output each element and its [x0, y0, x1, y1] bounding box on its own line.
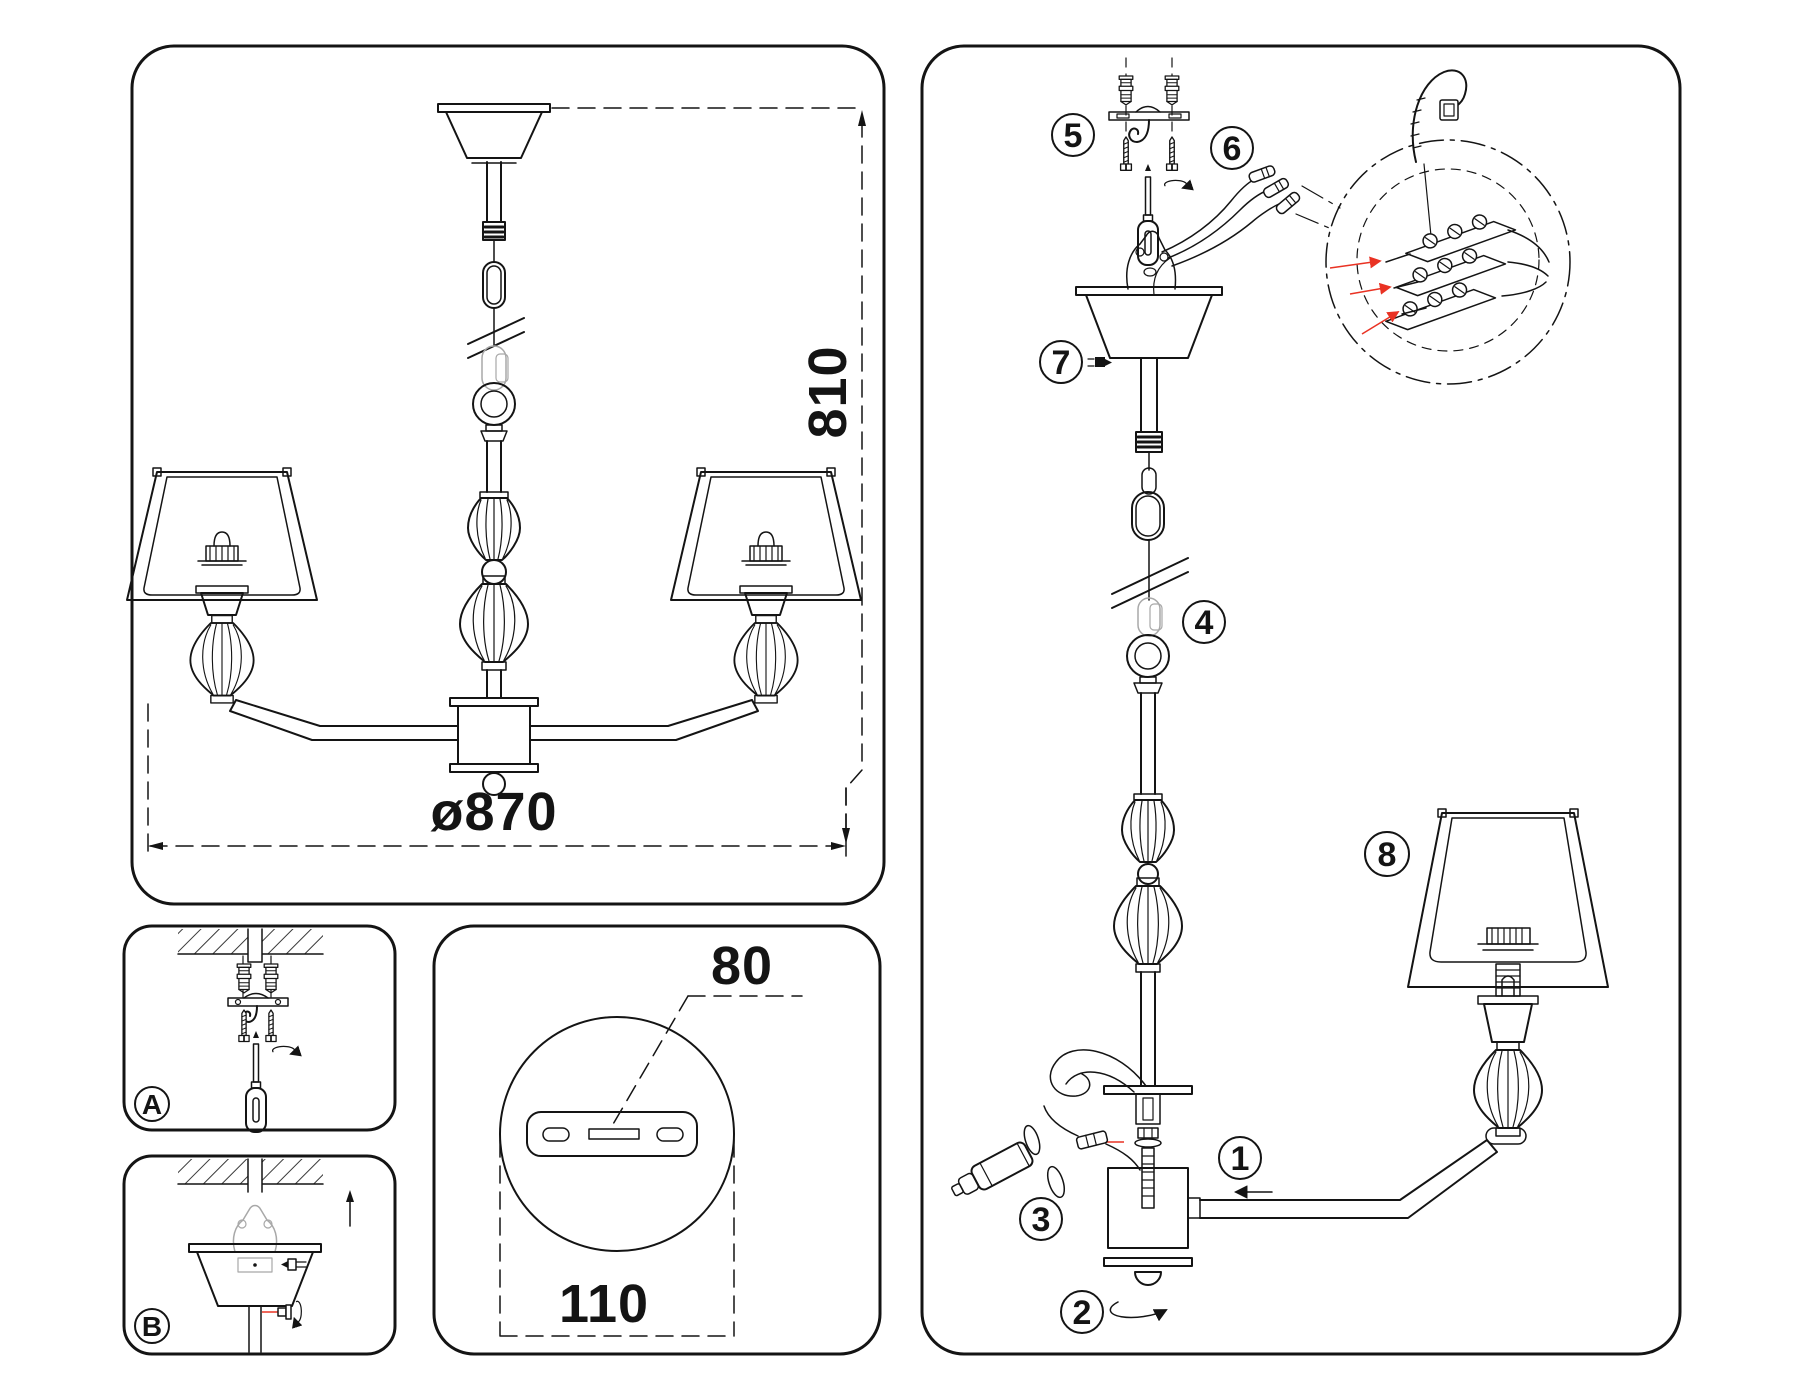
bottom-finial — [1135, 1272, 1161, 1285]
panel-assembly — [922, 46, 1680, 1354]
chandelier-drawing — [127, 104, 861, 795]
right-lamp — [671, 468, 861, 703]
step-4-badge — [1183, 601, 1225, 643]
ceiling-canopy — [438, 104, 550, 163]
step-8-badge — [1365, 832, 1409, 876]
wall-anchor-icon — [264, 964, 278, 993]
plate-width-label: 110 — [558, 1274, 650, 1334]
step-3-badge — [1020, 1198, 1062, 1240]
wire-connector — [1248, 165, 1276, 183]
hook-bracket — [228, 994, 288, 1023]
variant-a-label: A — [141, 1089, 163, 1121]
dimension-plate-width — [500, 1140, 734, 1336]
wall-anchor-icon — [1165, 76, 1179, 105]
cable-tie-icon — [1411, 70, 1466, 162]
step5-ceiling-fixing — [1052, 58, 1189, 265]
screwdriver-icon — [246, 1031, 266, 1132]
panel-variant-b — [124, 1156, 395, 1354]
left-lamp — [127, 468, 317, 703]
variant-b-badge — [135, 1309, 169, 1343]
length-break-mark — [1112, 558, 1188, 608]
central-body — [450, 698, 538, 795]
dimension-slot-spacing — [612, 936, 802, 1126]
ceiling-section — [178, 929, 323, 962]
screw-icon — [1167, 137, 1178, 170]
mounting-plate — [527, 1112, 697, 1156]
panel-variant-a — [124, 926, 395, 1132]
rotate-arrow-icon — [1165, 180, 1187, 187]
stem-and-lock-screw — [249, 1301, 301, 1352]
ring-washer-icon — [1044, 1165, 1067, 1200]
step-7-label: 7 — [1051, 344, 1071, 383]
callout-pointer — [1296, 186, 1340, 230]
step-7-badge — [1040, 341, 1082, 383]
hanging-ring — [1127, 635, 1169, 677]
side-screw-icon — [281, 1259, 306, 1270]
body-assembly — [947, 1050, 1272, 1333]
rotate-arrow-icon — [294, 1301, 301, 1322]
step-1-label: 1 — [1230, 1140, 1250, 1179]
set-screw-icon — [1088, 357, 1112, 367]
dimension-height — [552, 108, 866, 844]
terminal-block — [1402, 209, 1519, 265]
screw-icon — [239, 1010, 249, 1041]
dimension-diameter — [148, 704, 846, 856]
step6-wire-connectors — [1162, 127, 1340, 266]
connection-detail-view — [1326, 70, 1570, 384]
panel-assembly-border — [922, 46, 1680, 1354]
ceiling-section — [178, 1159, 323, 1192]
canopy-outline — [500, 1017, 734, 1251]
panel-overview-border — [132, 46, 884, 904]
left-arm — [230, 700, 458, 740]
step-1-arm-insert — [1219, 1137, 1272, 1192]
wire-connector — [1076, 1131, 1108, 1150]
step-5-label: 5 — [1063, 117, 1083, 156]
central-column — [460, 441, 528, 698]
step3-socket-parts — [947, 1050, 1146, 1240]
bulb-socket-icon — [947, 1140, 1034, 1203]
rotate-arrow-icon — [273, 1046, 295, 1053]
suspension-chain — [483, 162, 505, 346]
wall-anchor-icon — [237, 964, 251, 993]
right-arm — [530, 700, 758, 740]
slot-spacing-label: 80 — [710, 936, 774, 996]
variant-b-label: B — [141, 1311, 163, 1343]
step-2-label: 2 — [1072, 1294, 1092, 1333]
hook-bracket — [1109, 107, 1189, 143]
panel-canopy-detail — [434, 926, 880, 1354]
suspension-column — [1112, 358, 1225, 1086]
length-break-mark — [468, 318, 524, 358]
rotate-arrow-icon — [1110, 1302, 1166, 1317]
screw-icon — [266, 1010, 276, 1041]
screwdriver-icon — [1138, 164, 1158, 265]
ghost-mount-bracket — [233, 1206, 276, 1253]
hanging-ring — [473, 383, 515, 441]
step-6-label: 6 — [1222, 130, 1242, 169]
ring-washer-icon — [1021, 1124, 1043, 1157]
tie-line — [1424, 164, 1431, 236]
diameter-label: ø870 — [430, 782, 558, 842]
wall-anchor-icon — [1119, 76, 1133, 105]
canopy-cone — [189, 1244, 321, 1306]
variant-a-badge — [135, 1087, 169, 1121]
wire-connector — [1262, 177, 1290, 199]
step-5-badge — [1052, 114, 1094, 156]
step-4-label: 4 — [1194, 604, 1214, 643]
up-arrow-icon — [346, 1190, 354, 1226]
step-2-badge — [1061, 1291, 1103, 1333]
panel-overview — [127, 46, 884, 904]
step-3-label: 3 — [1031, 1201, 1051, 1240]
lamp-shade — [1408, 809, 1608, 987]
ghost-chain-link — [1138, 598, 1162, 636]
height-label: 810 — [798, 345, 858, 439]
wire-connector — [1275, 191, 1301, 215]
canopy-assembly — [1040, 231, 1222, 383]
screw-icon — [1121, 137, 1132, 170]
wire-pointer-arrows — [1330, 261, 1398, 334]
outgoing-wires — [1502, 230, 1549, 296]
step-8-label: 8 — [1377, 836, 1397, 875]
step-6-badge — [1211, 127, 1253, 169]
